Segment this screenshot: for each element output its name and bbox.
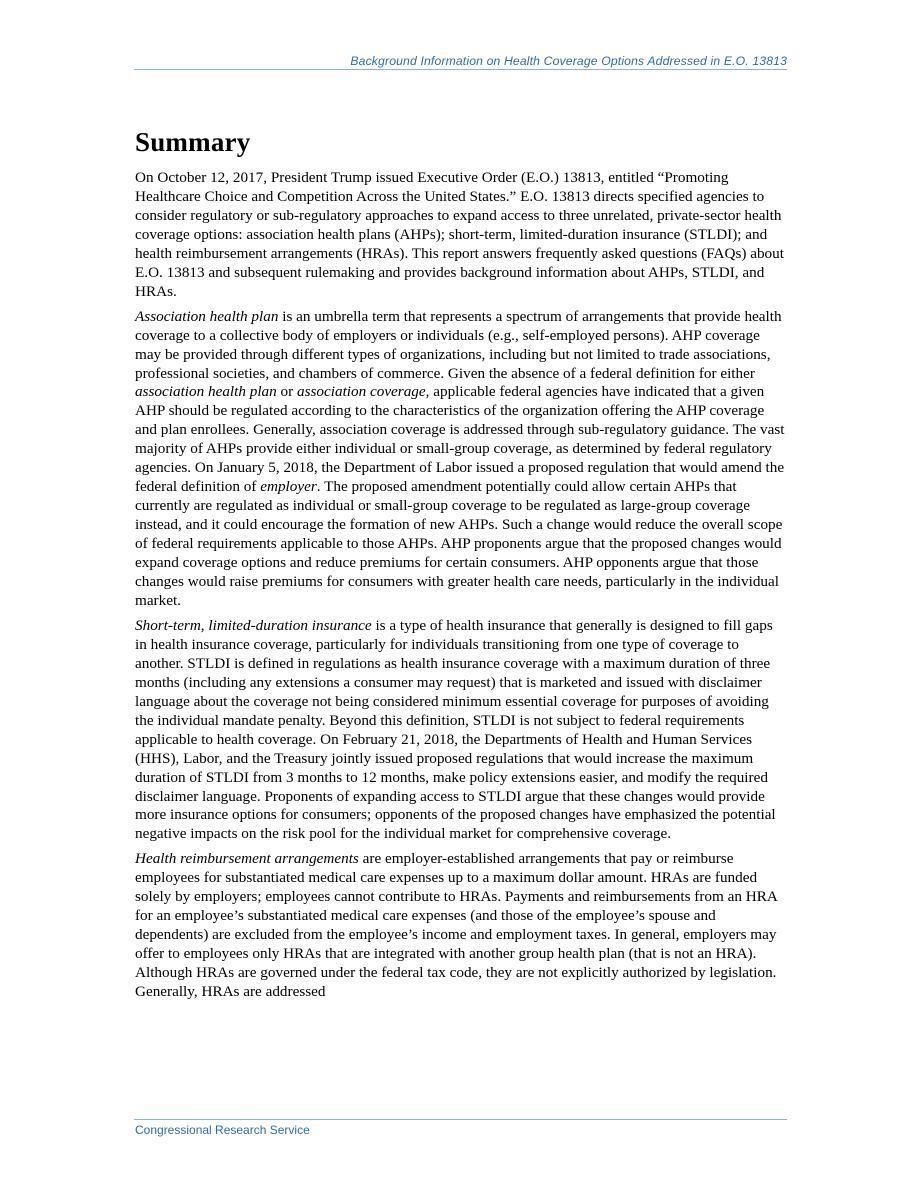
term-emphasis: association coverage xyxy=(297,383,426,401)
running-header: Background Information on Health Coverage Options Addressed in E.O. 13813 xyxy=(350,54,787,68)
text-segment: is an umbrella term that represents a spectrum of arrangements that provide health coverage to a collective body of employers or individuals (e.g., self-employed persons). AHP coverage may be provided through different types of organizations, including but not limited to trade associations, professional societies, and chambers of commerce. Given the absence of a federal definition for either xyxy=(135,307,782,382)
text-segment: . The proposed amendment potentially could allow certain AHPs that currently are regulated as individual or small-group coverage to be regulated as large-group coverage instead, and it could encourage the formation of new AHPs. Such a change would reduce the overall scope of federal requirements applicable to those AHPs. AHP proponents argue that the proposed changes would expand coverage options and reduce premiums for certain consumers. AHP opponents argue that those changes would raise premiums for consumers with greater health care needs, particularly in the individual market. xyxy=(135,478,783,609)
paragraph-stldi xyxy=(135,617,787,844)
paragraph-hra xyxy=(135,850,787,1002)
page-body xyxy=(135,125,787,1008)
term-emphasis: association health plan xyxy=(135,383,277,401)
text-segment: are employer-established arrangements that pay or reimburse employees for substantiated medical care expenses up to a maximum dollar amount. HRAs are funded solely by employers; employees cannot contribute to HRAs. Payments and reimbursements from an HRA for an employee’s substantiated medical care expenses (and those of the employee’s spouse and dependents) are excluded from the employee’s income and employment taxes. In general, employers may offer to employees only HRAs that are integrated with another group health plan (that is not an HRA). Although HRAs are governed under the federal tax code, they are not explicitly authorized by legislation. Generally, HRAs are addressed xyxy=(135,850,777,1001)
footer-publisher: Congressional Research Service xyxy=(135,1123,310,1137)
text-segment: or xyxy=(276,383,297,401)
paragraph-ahp xyxy=(135,308,787,611)
term-stldi: Short-term, limited-duration insurance xyxy=(135,616,372,634)
paragraph-overview: On October 12, 2017, President Trump issued Executive Order (E.O.) 13813, entitled “Promoting Healthcare Choice and Competition Across the United States.” E.O. 13813 directs specified agencies to consider regulatory or sub-regulatory approaches to expand access to three unrelated, private-sector health coverage options: association health plans (AHPs); short-term, limited-duration insurance (STLDI); and health reimbursement arrangements (HRAs). This report answers frequently asked questions (FAQs) about E.O. 13813 and subsequent rulemaking and provides background information about AHPs, STLDI, and HRAs. xyxy=(135,169,784,300)
term-ahp: Association health plan xyxy=(135,307,279,325)
section-title: Summary xyxy=(135,127,251,157)
text-segment: is a type of health insurance that generally is designed to fill gaps in health insurance coverage, particularly for individuals transitioning from one type of coverage to another. STLDI is defined in regulations as health insurance coverage with a maximum duration of three months (including any extensions a consumer may request) that is marketed and issued with disclaimer language about the coverage not being considered minimum essential coverage for purposes of avoiding the individual mandate penalty. Beyond this definition, STLDI is not subject to federal requirements applicable to health coverage. On February 21, 2018, the Departments of Health and Human Services (HHS), Labor, and the Treasury jointly issued proposed regulations that would increase the maximum duration of STLDI from 3 months to 12 months, make policy extensions easier, and modify the required disclaimer language. Proponents of expanding access to STLDI argue that these changes would provide more insurance options for consumers; opponents of the proposed changes have emphasized the potential negative impacts on the risk pool for the individual market for comprehensive coverage. xyxy=(135,616,776,843)
text-segment: , applicable federal agencies have indicated that a given AHP should be regulated according to the characteristics of the organization offering the AHP coverage and plan enrollees. Generally, association coverage is addressed through sub-regulatory guidance. The vast majority of AHPs provide either individual or small-group coverage, as determined by federal regulatory agencies. On January 5, 2018, the Department of Labor issued a proposed regulation that would amend the federal definition of xyxy=(135,383,785,496)
header-divider xyxy=(134,69,787,70)
term-hra: Health reimbursement arrangements xyxy=(135,850,359,868)
term-emphasis: employer xyxy=(260,478,317,496)
footer-divider xyxy=(134,1119,787,1120)
